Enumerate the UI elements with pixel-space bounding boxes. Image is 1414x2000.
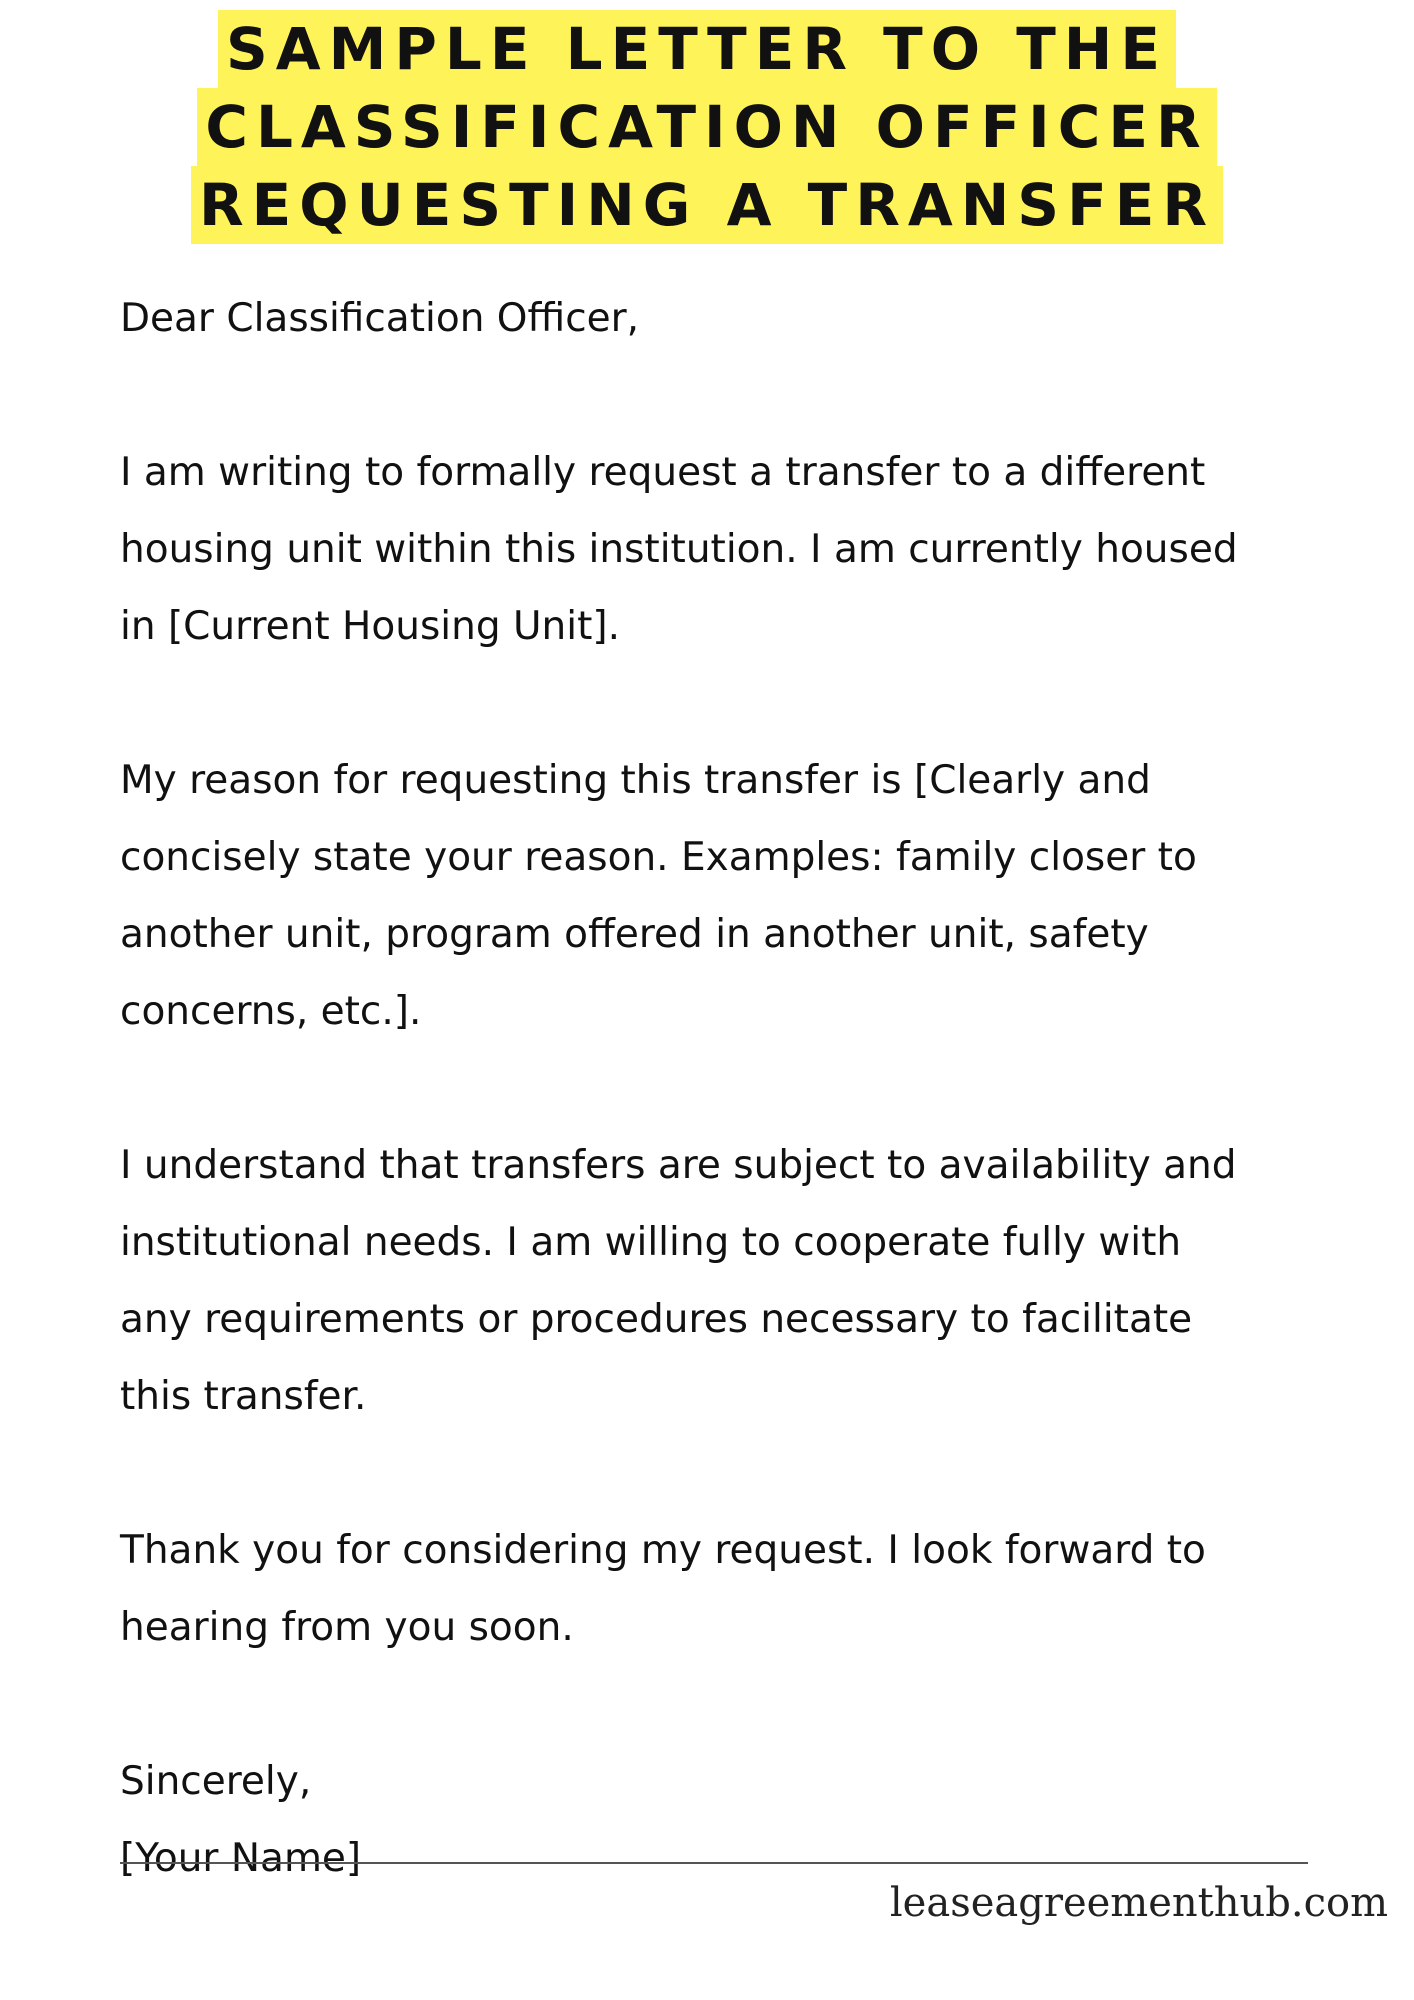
salutation: Dear Classification Officer, <box>120 296 640 341</box>
title-line-2: CLASSIFICATION OFFICER <box>197 88 1216 166</box>
document-title <box>0 10 1414 244</box>
paragraph-reason: My reason for requesting this transfer is [Clearly and concisely state your reason. Examples: family closer to another unit, program offered in another unit, safety concerns, etc.]. <box>120 758 1197 1034</box>
letter-body <box>120 280 1340 1897</box>
paragraph-request: I am writing to formally request a transfer to a different housing unit within this institution. I am currently housed in [Current Housing Unit]. <box>120 450 1238 649</box>
closing: Sincerely, <box>120 1759 312 1804</box>
signature-name: [Your Name] <box>120 1836 362 1881</box>
paragraph-thanks: Thank you for considering my request. I look forward to hearing from you soon. <box>120 1528 1206 1650</box>
paragraph-understanding: I understand that transfers are subject to availability and institutional needs. I am willing to cooperate fully with any requirements or procedures necessary to facilitate this transfer. <box>120 1143 1237 1419</box>
footer-brand: leaseagreementhub.com <box>889 1880 1388 1926</box>
title-line-1: SAMPLE LETTER TO THE <box>218 10 1176 88</box>
title-line-3: REQUESTING A TRANSFER <box>191 166 1223 244</box>
signature-line <box>120 1862 1308 1864</box>
